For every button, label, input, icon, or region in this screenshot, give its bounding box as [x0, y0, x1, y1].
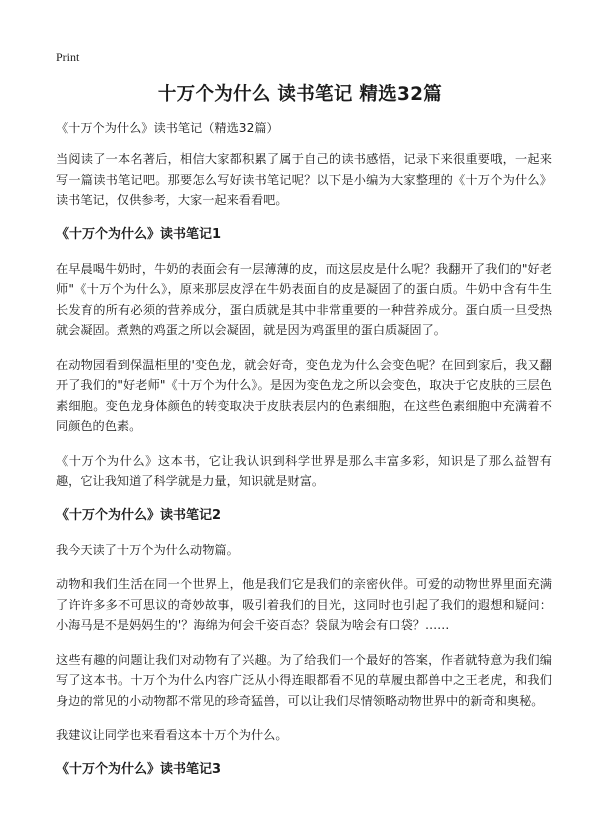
section-2-paragraph-3: 这些有趣的问题让我们对动物有了兴趣。为了给我们一个最好的答案，作者就特意为我们编写了这本书。十万个为什么内容广泛从小得连眼都看不见的草履虫都兽中之王老虎，和我们身边的常见的小动物都不常见的珍奇猛兽，可以让我们尽情领略动物世界中的新奇和奥秘。 — [56, 652, 552, 708]
section-1-paragraph-3: 《十万个为什么》这本书，它让我认识到科学世界是那么丰富多彩，知识是了那么益智有趣，它让我知道了科学就是力量，知识就是财富。 — [56, 453, 552, 488]
section-heading-1: 《十万个为什么》读书笔记1 — [56, 226, 222, 242]
print-link[interactable]: Print — [56, 50, 80, 64]
intro-paragraph: 当阅读了一本名著后，相信大家都积累了属于自己的读书感悟，记录下来很重要哦，一起来写一篇读书笔记吧。那要怎么写好读书笔记呢？以下是小编为大家整理的《十万个为什么》读书笔记，仅供参考，大家一起来看看吧。 — [56, 152, 552, 207]
section-2-paragraph-1: 我今天读了十万个为什么动物篇。 — [56, 542, 239, 557]
document-subtitle: 《十万个为什么》读书笔记（精选32篇） — [56, 121, 279, 135]
section-heading-3: 《十万个为什么》读书笔记3 — [56, 761, 222, 777]
section-2-paragraph-2: 动物和我们生活在同一个世界上，他是我们它是我们的亲密伙伴。可爱的动物世界里面充满了许许多多不可思议的奇妙故事，吸引着我们的目光，这同时也引起了我们的遐想和疑问：小海马是不是妈妈生的'？海绵为何会千姿百态？袋鼠为啥会有口袋？…… — [56, 577, 552, 632]
section-heading-2: 《十万个为什么》读书笔记2 — [56, 507, 222, 523]
section-2-paragraph-4: 我建议让同学也来看看这本十万个为什么。 — [56, 728, 288, 742]
section-1-paragraph-2: 在动物园看到保温柜里的'变色龙，就会好奇，变色龙为什么会变色呢？在回到家后，我又翻开了我们的"好老师"《十万个为什么》。是因为变色龙之所以会变色，取决于它皮肤的三层色素细胞。变色龙身体颜色的转变取决于皮肤表层内的色素细胞，在这些色素细胞中充满着不同颜色的色素。 — [56, 357, 552, 433]
document-body — [56, 120, 552, 794]
page-title: 十万个为什么 读书笔记 精选32篇 — [157, 84, 443, 105]
section-1-paragraph-1: 在早晨喝牛奶时，牛奶的表面会有一层薄薄的皮，而这层皮是什么呢？我翻开了我们的"好老师"《十万个为什么》，原来那层皮浮在牛奶表面自的皮是凝固了的蛋白质。牛奶中含有牛生长发育的所有必须的营养成分，蛋白质就是其中非常重要的一种营养成分。蛋白质一旦受热就会凝固。煮熟的鸡蛋之所以会凝固，就是因为鸡蛋里的蛋白质凝固了。 — [56, 261, 552, 337]
